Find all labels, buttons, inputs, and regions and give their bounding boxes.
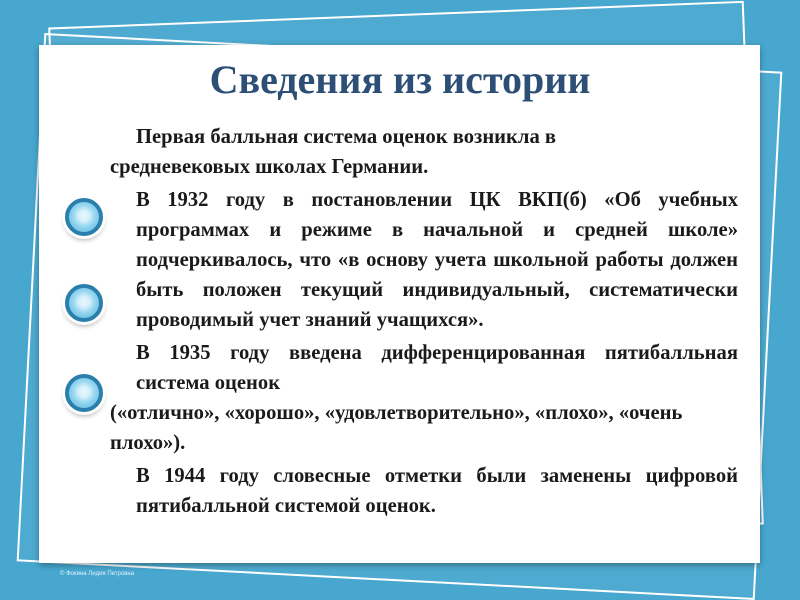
list-item-text: В 1932 году в постановлении ЦК ВКП(б) «Об учебных программах и режиме в начальной и средней школе» подчеркивалось, что «в основу учета школьной работы должен быть положен текущий индивидуальный, систематически проводимый учет знаний учащихся». — [136, 189, 738, 331]
copyright-footer: © Фокина Лидия Петровна — [60, 571, 135, 577]
list-item-text: В 1935 году введена дифференцированная пятибалльная система оценок — [136, 342, 738, 394]
ring-icon — [65, 198, 103, 236]
bullet-list — [110, 122, 738, 521]
slide-title: Сведения из истории — [209, 57, 591, 102]
ring-icon — [65, 374, 103, 412]
list-item — [110, 122, 738, 182]
list-item — [110, 461, 738, 521]
list-item-continuation: средневековых школах Германии. — [110, 156, 429, 178]
list-item-text: В 1944 году словесные отметки были заменены цифровой пятибалльной системой оценок. — [136, 465, 738, 517]
list-item-text: Первая балльная система оценок возникла в — [136, 126, 557, 148]
ring-icon — [65, 284, 103, 322]
list-item-continuation: («отлично», «хорошо», «удовлетворительно», «плохо», «очень плохо»). — [110, 402, 683, 454]
list-item — [110, 338, 738, 458]
list-item — [110, 185, 738, 335]
